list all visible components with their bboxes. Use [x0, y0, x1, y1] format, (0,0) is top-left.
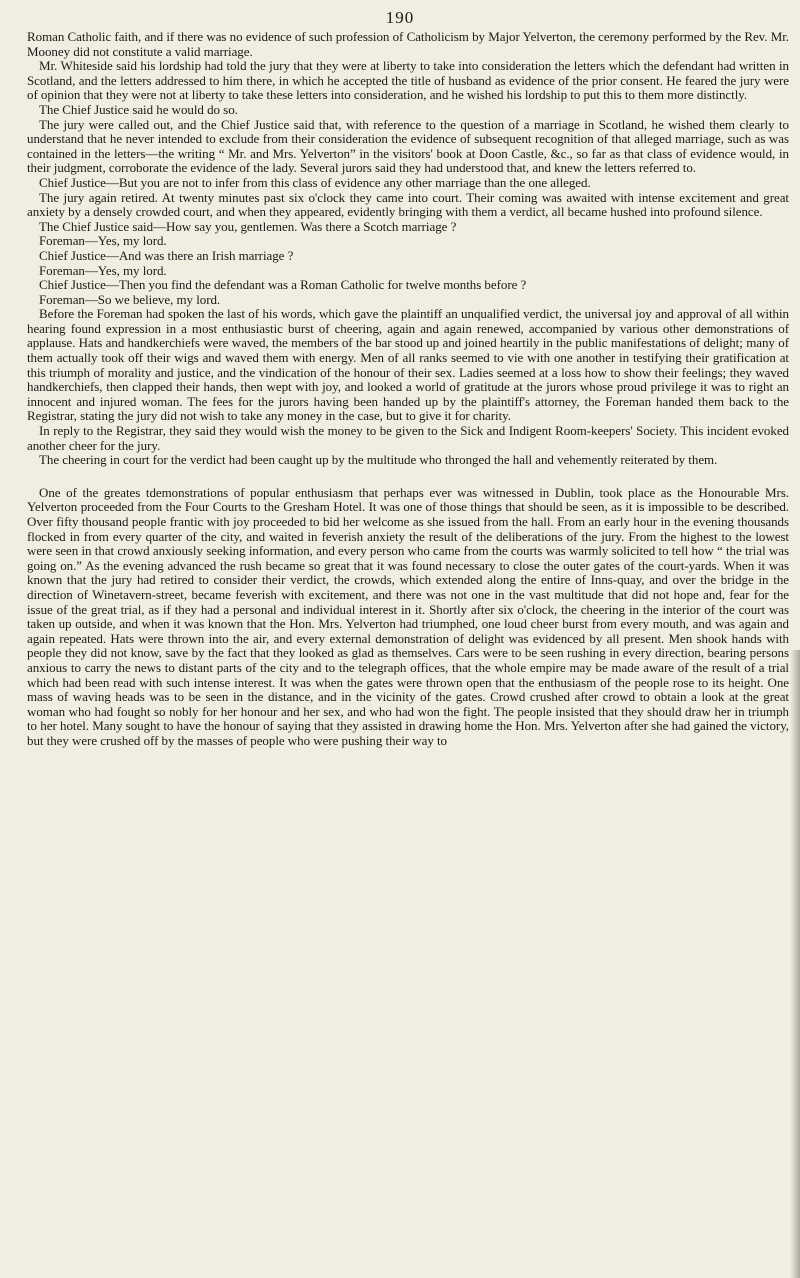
trial-verdict-section: [27, 30, 789, 468]
paragraph: Mr. Whiteside said his lordship had told the jury that they were at liberty to take into consideration the letters which the defendant had written in Scotland, and the letters addressed to him there, in which he accepted the title of husband as evidence of the prior consent. He feared the jury were of opinion that they were not at liberty to take these letters into consideration, and he wished his lordship to put this to them more distinctly.: [27, 58, 789, 103]
paragraph: Chief Justice—And was there an Irish marriage ?: [39, 247, 294, 263]
section-gap: [27, 468, 789, 486]
paragraph: Roman Catholic faith, and if there was no evidence of such profession of Catholicism by Major Yelverton, the ceremony performed by the Rev. Mr. Mooney did not constitute a valid marriage.: [27, 29, 789, 59]
paragraph: One of the greates tdemonstrations of popular enthusiasm that perhaps ever was witnessed in Dublin, took place as the Honourable Mrs. Yelverton proceeded from the Four Courts to the Gresham Hotel. It was one of those things that should be seen, as it is impossible to be described. Over fifty thousand people frantic with joy proceeded to bid her welcome as she issued from the hall. From an early hour in the evening thousands flocked in from every quarter of the city, and waited in feverish anxiety the result of the deliberations of the jury. From the highest to the lowest were seen in that crowd anxiously seeking information, and every person who came from the courts was warmly solicited to tell how “ the trial was going on.” As the evening advanced the rush became so great that it was found necessary to close the outer gates of the court-yards. When it was known that the jury had retired to consider their verdict, the crowds, which extended along the entire of Inns-quay, and over the bridge in the direction of Winetavern-street, became feverish with excitement, and there was not one in the vast multitude that did not hope and, fear for the issue of the great trial, as if they had a personal and individual interest in it. Shortly after six o'clock, the cheering in the interior of the court was taken up outside, and when it was known that the Hon. Mrs. Yelverton had triumphed, one loud cheer burst from every mouth, and was again and again repeated. Hats were thrown into the air, and every external demonstration of delight was evidenced by all present. Men shook hands with people they did not know, save by the fact that they looked as glad as themselves. Cars were to be seen rushing in every direction, bearing persons anxious to carry the news to distant parts of the city and to the telegraph offices, that the whole empire may be made aware of the result of a trial which had been read with such intense interest. It was when the gates were thrown open that the enthusiasm of the people rose to its height. One mass of waving heads was to be seen in the distance, and in the vicinity of the gates. Crowd crushed after crowd to obtain a look at the great woman who had fought so nobly for her honour and her sex, and who had won the fight. The people insisted that they should draw her in triumph to her hotel. Many sought to have the honour of saying that they assisted in drawing home the Hon. Mrs. Yelverton after she had gained the victory, but they were crushed off by the masses of people who were pushing their way to: [27, 484, 789, 748]
body-text: [27, 30, 789, 749]
page-edge-shadow: [790, 650, 800, 1278]
paragraph: Chief Justice—But you are not to infer from this class of evidence any other marriage than the one alleged.: [39, 174, 591, 190]
page-number: 190: [385, 8, 415, 27]
paragraph: The jury were called out, and the Chief Justice said that, with reference to the question of a marriage in Scotland, he wished them clearly to understand that he never intended to exclude from their consideration the evidence of subsequent recognition of that alleged marriage, such as was contained in the letters—the writing “ Mr. and Mrs. Yelverton” in the visitors' book at Doon Castle, &c., so far as that class of evidence would, in their judgment, corroborate the evidence of the lady. Several jurors said they had understood that, and knew the letters referred to.: [27, 116, 789, 176]
paragraph: In reply to the Registrar, they said they would wish the money to be given to the Sick and Indigent Room-keepers' Society. This incident evoked another cheer for the jury.: [27, 423, 789, 453]
paragraph: Foreman—So we believe, my lord.: [39, 291, 221, 307]
paragraph: Foreman—Yes, my lord.: [39, 262, 167, 278]
paragraph: The Chief Justice said—How say you, gentlemen. Was there a Scotch marriage ?: [39, 218, 457, 234]
paragraph: Before the Foreman had spoken the last of his words, which gave the plaintiff an unqualified verdict, the universal joy and approval of all within hearing found expression in a most enthusiastic burst of cheering, again and again renewed, accompanied by various other demonstrations of applause. Hats and handkerchiefs were waved, the members of the bar stood up and joined heartily in the public manifestations of delight; many of them actually took off their wigs and waved them with energy. Men of all ranks seemed to vie with one another in testifying their gratification at this triumph of morality and justice, and the vindication of the honour of their sex. Ladies seemed at a loss how to show their feelings; they waved handkerchiefs, then clapped their hands, then wept with joy, and looked a world of gratitude at the jurors whose proud privilege it was to right an innocent and injured woman. The fees for the jurors having been handed up by the plaintiff's attorney, the Foreman handed them back to the Registrar, stating the jury did not wish to take any money in the case, but to give it for charity.: [27, 306, 789, 424]
paragraph: The jury again retired. At twenty minutes past six o'clock they came into court. Their coming was awaited with intense excitement and great anxiety by a densely crowded court, and when they appeared, evidently bringing with them a verdict, all became hushed into profound silence.: [27, 189, 789, 220]
paragraph: Foreman—Yes, my lord.: [39, 233, 167, 249]
paragraph: The Chief Justice said he would do so.: [39, 101, 238, 117]
public-demonstration-section: [27, 486, 789, 749]
paragraph: The cheering in court for the verdict had been caught up by the multitude who thronged the hall and vehemently reiterated by them.: [39, 452, 718, 468]
paragraph: Chief Justice—Then you find the defendant was a Roman Catholic for twelve months before ?: [39, 277, 527, 293]
